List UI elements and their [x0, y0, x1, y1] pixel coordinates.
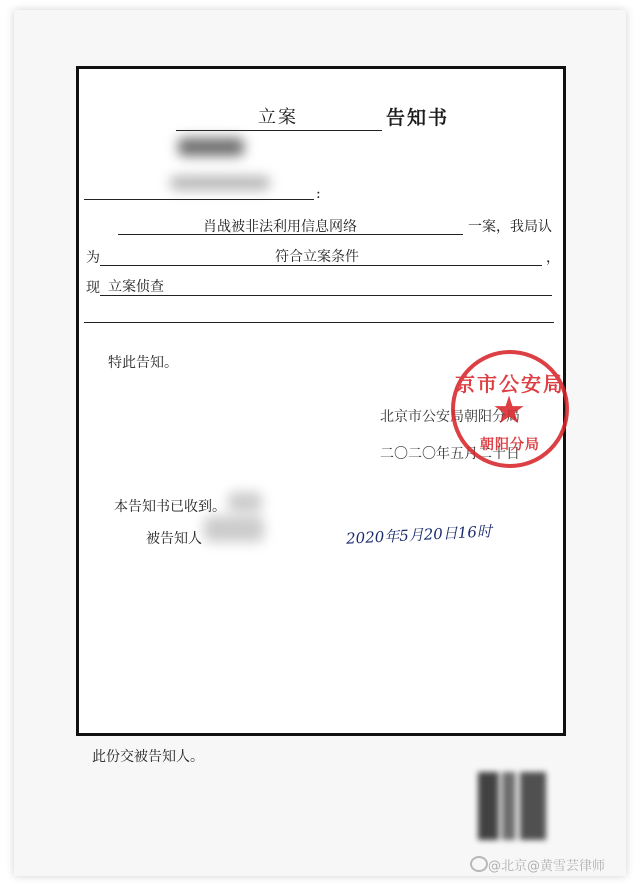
case-decision: 立案侦查	[108, 279, 164, 295]
handwritten-date: 2020年5月20日16时	[345, 522, 493, 548]
seal-top-text: 京市公安局	[455, 372, 565, 396]
star-icon: ★	[492, 388, 527, 432]
weibo-icon	[470, 856, 488, 872]
decision-underline	[100, 295, 552, 296]
seal-bottom-text: 朝阳分局	[480, 437, 540, 453]
blank-underline	[84, 322, 554, 323]
closing-text: 特此告知。	[108, 355, 178, 371]
redacted-signature	[204, 516, 264, 542]
reason-underline	[118, 234, 463, 235]
title-underline	[176, 130, 382, 131]
case-condition: 符合立案条件	[275, 249, 359, 265]
qr-code	[478, 772, 546, 840]
issue-date: 二〇二〇年五月二十日	[380, 446, 520, 462]
notice-title: 告知书	[386, 107, 450, 129]
issuer: 北京市公安局朝阳分局	[380, 409, 520, 425]
watermark-text: @北京@黄雪芸律师	[488, 859, 606, 874]
official-seal	[451, 350, 569, 468]
line2-suffix: ，	[546, 250, 560, 266]
addressee-colon: :	[316, 186, 321, 202]
line3-prefix: 现	[86, 280, 100, 296]
condition-underline	[100, 265, 542, 266]
footnote: 此份交被告知人。	[92, 749, 204, 765]
addressee-line	[84, 199, 314, 200]
redacted-number	[178, 138, 244, 156]
redacted-receipt	[228, 492, 262, 512]
case-reason: 肖战被非法利用信息网络	[203, 219, 357, 235]
redacted-addressee	[170, 176, 270, 190]
recipient-label: 被告知人	[146, 531, 202, 547]
receipt-text: 本告知书已收到。	[114, 499, 226, 515]
line2-prefix: 为	[86, 250, 100, 266]
notice-type: 立案	[258, 107, 298, 128]
case-suffix: 一案，我局认	[468, 219, 552, 235]
